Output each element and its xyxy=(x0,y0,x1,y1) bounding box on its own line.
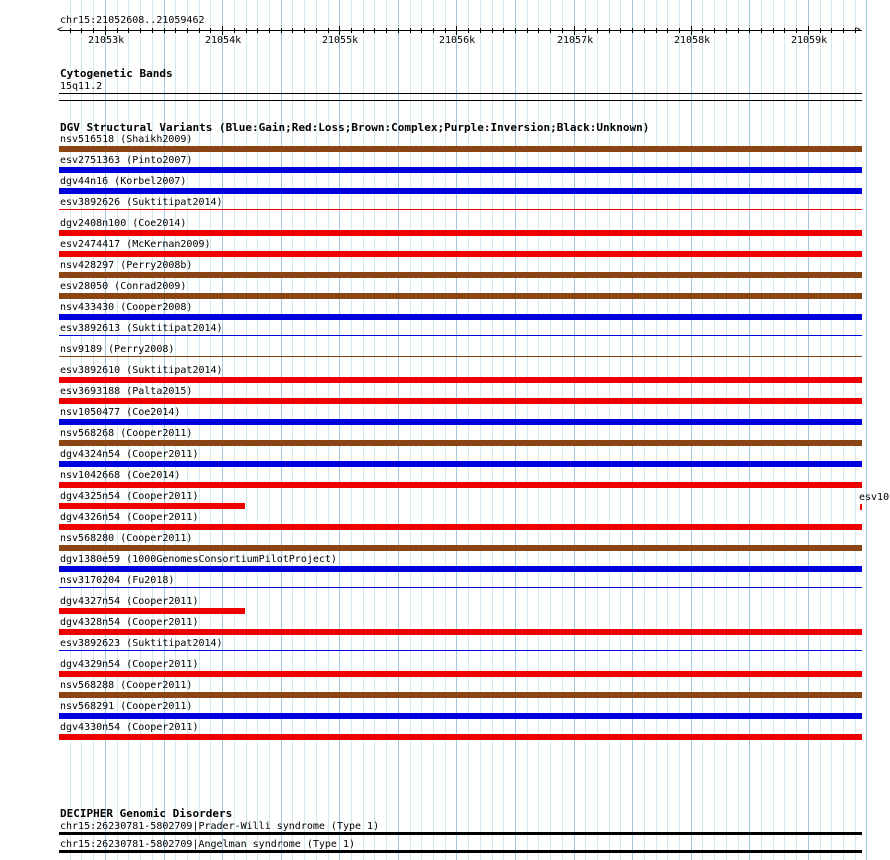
ruler-minor-tick xyxy=(527,28,528,33)
variant-label[interactable]: dgv4328n54 (Cooper2011) xyxy=(60,617,199,628)
ruler-minor-tick xyxy=(843,28,844,33)
variant-bar-gain[interactable] xyxy=(59,167,862,173)
variant-label[interactable]: nsv9189 (Perry2008) xyxy=(60,344,175,355)
ruler-minor-tick xyxy=(749,28,750,33)
ruler-minor-tick xyxy=(597,28,598,33)
variant-label[interactable]: esv3693188 (Palta2015) xyxy=(60,386,193,397)
ruler-minor-tick xyxy=(784,28,785,33)
variant-label[interactable]: nsv433430 (Cooper2008) xyxy=(60,302,193,313)
ruler-minor-tick xyxy=(632,28,633,33)
ruler-major-tick xyxy=(105,26,106,35)
ruler-minor-tick xyxy=(81,28,82,33)
variant-label[interactable]: dgv4329n54 (Cooper2011) xyxy=(60,659,199,670)
variant-bar-complex[interactable] xyxy=(59,293,862,299)
edge-feature-label[interactable]: esv10 xyxy=(859,492,890,503)
variant-label[interactable]: esv3892613 (Suktitipat2014) xyxy=(60,323,223,334)
ruler-minor-tick xyxy=(702,28,703,33)
ruler-tick-label: 21054k xyxy=(205,35,242,46)
cytoband-label[interactable]: 15q11.2 xyxy=(60,81,103,92)
ruler-minor-tick xyxy=(328,28,329,33)
ruler-axis-line xyxy=(59,30,862,31)
ruler-major-tick xyxy=(574,26,575,35)
variant-bar-complex[interactable] xyxy=(59,272,862,278)
ruler-minor-tick xyxy=(738,28,739,33)
ruler-minor-tick xyxy=(714,28,715,33)
ruler-minor-tick xyxy=(93,28,94,33)
ruler-minor-tick xyxy=(152,28,153,33)
ruler-minor-tick xyxy=(562,28,563,33)
ruler-minor-tick xyxy=(550,28,551,33)
decipher-item-bar[interactable] xyxy=(59,850,862,853)
ruler-minor-tick xyxy=(117,28,118,33)
ruler-minor-tick xyxy=(609,28,610,33)
variant-bar-complex[interactable] xyxy=(59,440,862,446)
variant-bar-loss[interactable] xyxy=(59,629,862,635)
variant-label[interactable]: dgv44n16 (Korbel2007) xyxy=(60,176,187,187)
ruler-minor-tick xyxy=(70,28,71,33)
ruler-minor-tick xyxy=(480,28,481,33)
ruler-minor-tick xyxy=(761,28,762,33)
variant-bar-loss[interactable] xyxy=(59,482,862,488)
cytoband-line-bottom xyxy=(59,100,862,101)
variant-bar-gain[interactable] xyxy=(59,566,862,572)
ruler-major-tick xyxy=(456,26,457,35)
variant-bar-loss[interactable] xyxy=(59,209,862,210)
variant-bar-complex[interactable] xyxy=(59,545,862,551)
variant-label[interactable]: dgv4326n54 (Cooper2011) xyxy=(60,512,199,523)
ruler-minor-tick xyxy=(292,28,293,33)
ruler-minor-tick xyxy=(620,28,621,33)
ruler-minor-tick xyxy=(820,28,821,33)
ruler-minor-tick xyxy=(210,28,211,33)
variant-bar-loss[interactable] xyxy=(59,608,245,614)
decipher-item-label[interactable]: chr15:26230781-5802709|Angelman syndrome (Type 1) xyxy=(60,839,356,850)
ruler-tick-label: 21055k xyxy=(322,35,359,46)
variant-bar-loss[interactable] xyxy=(59,251,862,257)
ruler-minor-tick xyxy=(503,28,504,33)
ruler-minor-tick xyxy=(175,28,176,33)
variant-bar-loss[interactable] xyxy=(59,230,862,236)
variant-bar-gain[interactable] xyxy=(59,713,862,719)
ruler-minor-tick xyxy=(164,28,165,33)
dgv-title: DGV Structural Variants (Blue:Gain;Red:Loss;Brown:Complex;Purple:Inversion;Black:Unknown) xyxy=(60,121,650,134)
ruler-minor-tick xyxy=(773,28,774,33)
variant-bar-gain[interactable] xyxy=(59,587,862,588)
variant-bar-gain[interactable] xyxy=(59,335,862,336)
ruler-minor-tick xyxy=(398,28,399,33)
variant-label[interactable]: esv3892623 (Suktitipat2014) xyxy=(60,638,223,649)
variant-label[interactable]: nsv568291 (Cooper2011) xyxy=(60,701,193,712)
variant-label[interactable]: dgv4327n54 (Cooper2011) xyxy=(60,596,199,607)
variant-label[interactable]: nsv1042668 (Coe2014) xyxy=(60,470,181,481)
ruler-minor-tick xyxy=(726,28,727,33)
ruler-left-arrow-icon: < xyxy=(57,25,63,35)
edge-feature-bar[interactable] xyxy=(860,504,862,510)
variant-label[interactable]: dgv4330n54 (Cooper2011) xyxy=(60,722,199,733)
ruler-minor-tick xyxy=(363,28,364,33)
ruler-tick-label: 21058k xyxy=(674,35,711,46)
variant-label[interactable]: nsv568288 (Cooper2011) xyxy=(60,680,193,691)
variant-label[interactable]: nsv568268 (Cooper2011) xyxy=(60,428,193,439)
variant-bar-loss[interactable] xyxy=(59,377,862,383)
position-label: chr15:21052608..21059462 xyxy=(60,15,205,26)
variant-label[interactable]: esv2751363 (Pinto2007) xyxy=(60,155,193,166)
ruler-tick-label: 21059k xyxy=(791,35,828,46)
ruler-minor-tick xyxy=(269,28,270,33)
ruler-minor-tick xyxy=(515,28,516,33)
ruler-minor-tick xyxy=(386,28,387,33)
ruler-minor-tick xyxy=(667,28,668,33)
ruler-minor-tick xyxy=(468,28,469,33)
variant-label[interactable]: nsv3170204 (Fu2018) xyxy=(60,575,175,586)
ruler-minor-tick xyxy=(281,28,282,33)
variant-label[interactable]: nsv1050477 (Coe2014) xyxy=(60,407,181,418)
ruler-minor-tick xyxy=(644,28,645,33)
decipher-title: DECIPHER Genomic Disorders xyxy=(60,807,233,820)
variant-bar-complex[interactable] xyxy=(59,146,862,152)
ruler-minor-tick xyxy=(585,28,586,33)
ruler-minor-tick xyxy=(257,28,258,33)
variant-bar-gain[interactable] xyxy=(59,461,862,467)
ruler-minor-tick xyxy=(234,28,235,33)
cytobands-title: Cytogenetic Bands xyxy=(60,67,173,80)
variant-label[interactable]: esv3892610 (Suktitipat2014) xyxy=(60,365,223,376)
ruler-minor-tick xyxy=(433,28,434,33)
ruler-major-tick xyxy=(691,26,692,35)
variant-bar-loss[interactable] xyxy=(59,524,862,530)
ruler-minor-tick xyxy=(679,28,680,33)
variant-bar-complex[interactable] xyxy=(59,692,862,698)
variant-label[interactable]: dgv1380e59 (1000GenomesConsortiumPilotProject) xyxy=(60,554,337,565)
ruler-minor-tick xyxy=(538,28,539,33)
variant-label[interactable]: nsv516518 (Shaikh2009) xyxy=(60,134,193,145)
ruler-minor-tick xyxy=(304,28,305,33)
variant-bar-loss[interactable] xyxy=(59,734,862,740)
variant-label[interactable]: nsv428297 (Perry2008b) xyxy=(60,260,193,271)
ruler-major-tick xyxy=(808,26,809,35)
ruler-minor-tick xyxy=(445,28,446,33)
variant-label[interactable]: dgv2408n100 (Coe2014) xyxy=(60,218,187,229)
variant-bar-gain[interactable] xyxy=(59,650,862,651)
ruler-tick-label: 21057k xyxy=(557,35,594,46)
ruler-minor-tick xyxy=(831,28,832,33)
ruler-minor-tick xyxy=(187,28,188,33)
variant-label[interactable]: nsv568280 (Cooper2011) xyxy=(60,533,193,544)
ruler-minor-tick xyxy=(796,28,797,33)
variant-bar-gain[interactable] xyxy=(59,188,862,194)
decipher-item-label[interactable]: chr15:26230781-5802709|Prader-Willi syndrome (Type 1) xyxy=(60,821,380,832)
ruler-minor-tick xyxy=(351,28,352,33)
ruler-right-arrow-icon: > xyxy=(855,25,861,35)
ruler-major-tick xyxy=(222,26,223,35)
ruler-minor-tick xyxy=(140,28,141,33)
ruler-minor-tick xyxy=(410,28,411,33)
ruler-minor-tick xyxy=(374,28,375,33)
ruler-minor-tick xyxy=(492,28,493,33)
ruler-minor-tick xyxy=(128,28,129,33)
ruler-minor-tick xyxy=(421,28,422,33)
variant-bar-loss[interactable] xyxy=(59,671,862,677)
variant-label[interactable]: esv28050 (Conrad2009) xyxy=(60,281,187,292)
variant-bar-gain[interactable] xyxy=(59,314,862,320)
variant-label[interactable]: dgv4324n54 (Cooper2011) xyxy=(60,449,199,460)
ruler-tick-label: 21053k xyxy=(88,35,125,46)
variant-bar-loss[interactable] xyxy=(59,398,862,404)
ruler-tick-label: 21056k xyxy=(439,35,476,46)
variant-label[interactable]: esv3892626 (Suktitipat2014) xyxy=(60,197,223,208)
variant-label[interactable]: esv2474417 (McKernan2009) xyxy=(60,239,211,250)
decipher-item-bar[interactable] xyxy=(59,832,862,835)
variant-label[interactable]: dgv4325n54 (Cooper2011) xyxy=(60,491,199,502)
ruler-minor-tick xyxy=(316,28,317,33)
ruler-minor-tick xyxy=(246,28,247,33)
variant-bar-gain[interactable] xyxy=(59,419,862,425)
ruler-minor-tick xyxy=(199,28,200,33)
ruler-major-tick xyxy=(339,26,340,35)
cytoband-line-top xyxy=(59,93,862,94)
variant-bar-complex[interactable] xyxy=(59,356,862,357)
ruler-minor-tick xyxy=(656,28,657,33)
variant-bar-loss[interactable] xyxy=(59,503,245,509)
